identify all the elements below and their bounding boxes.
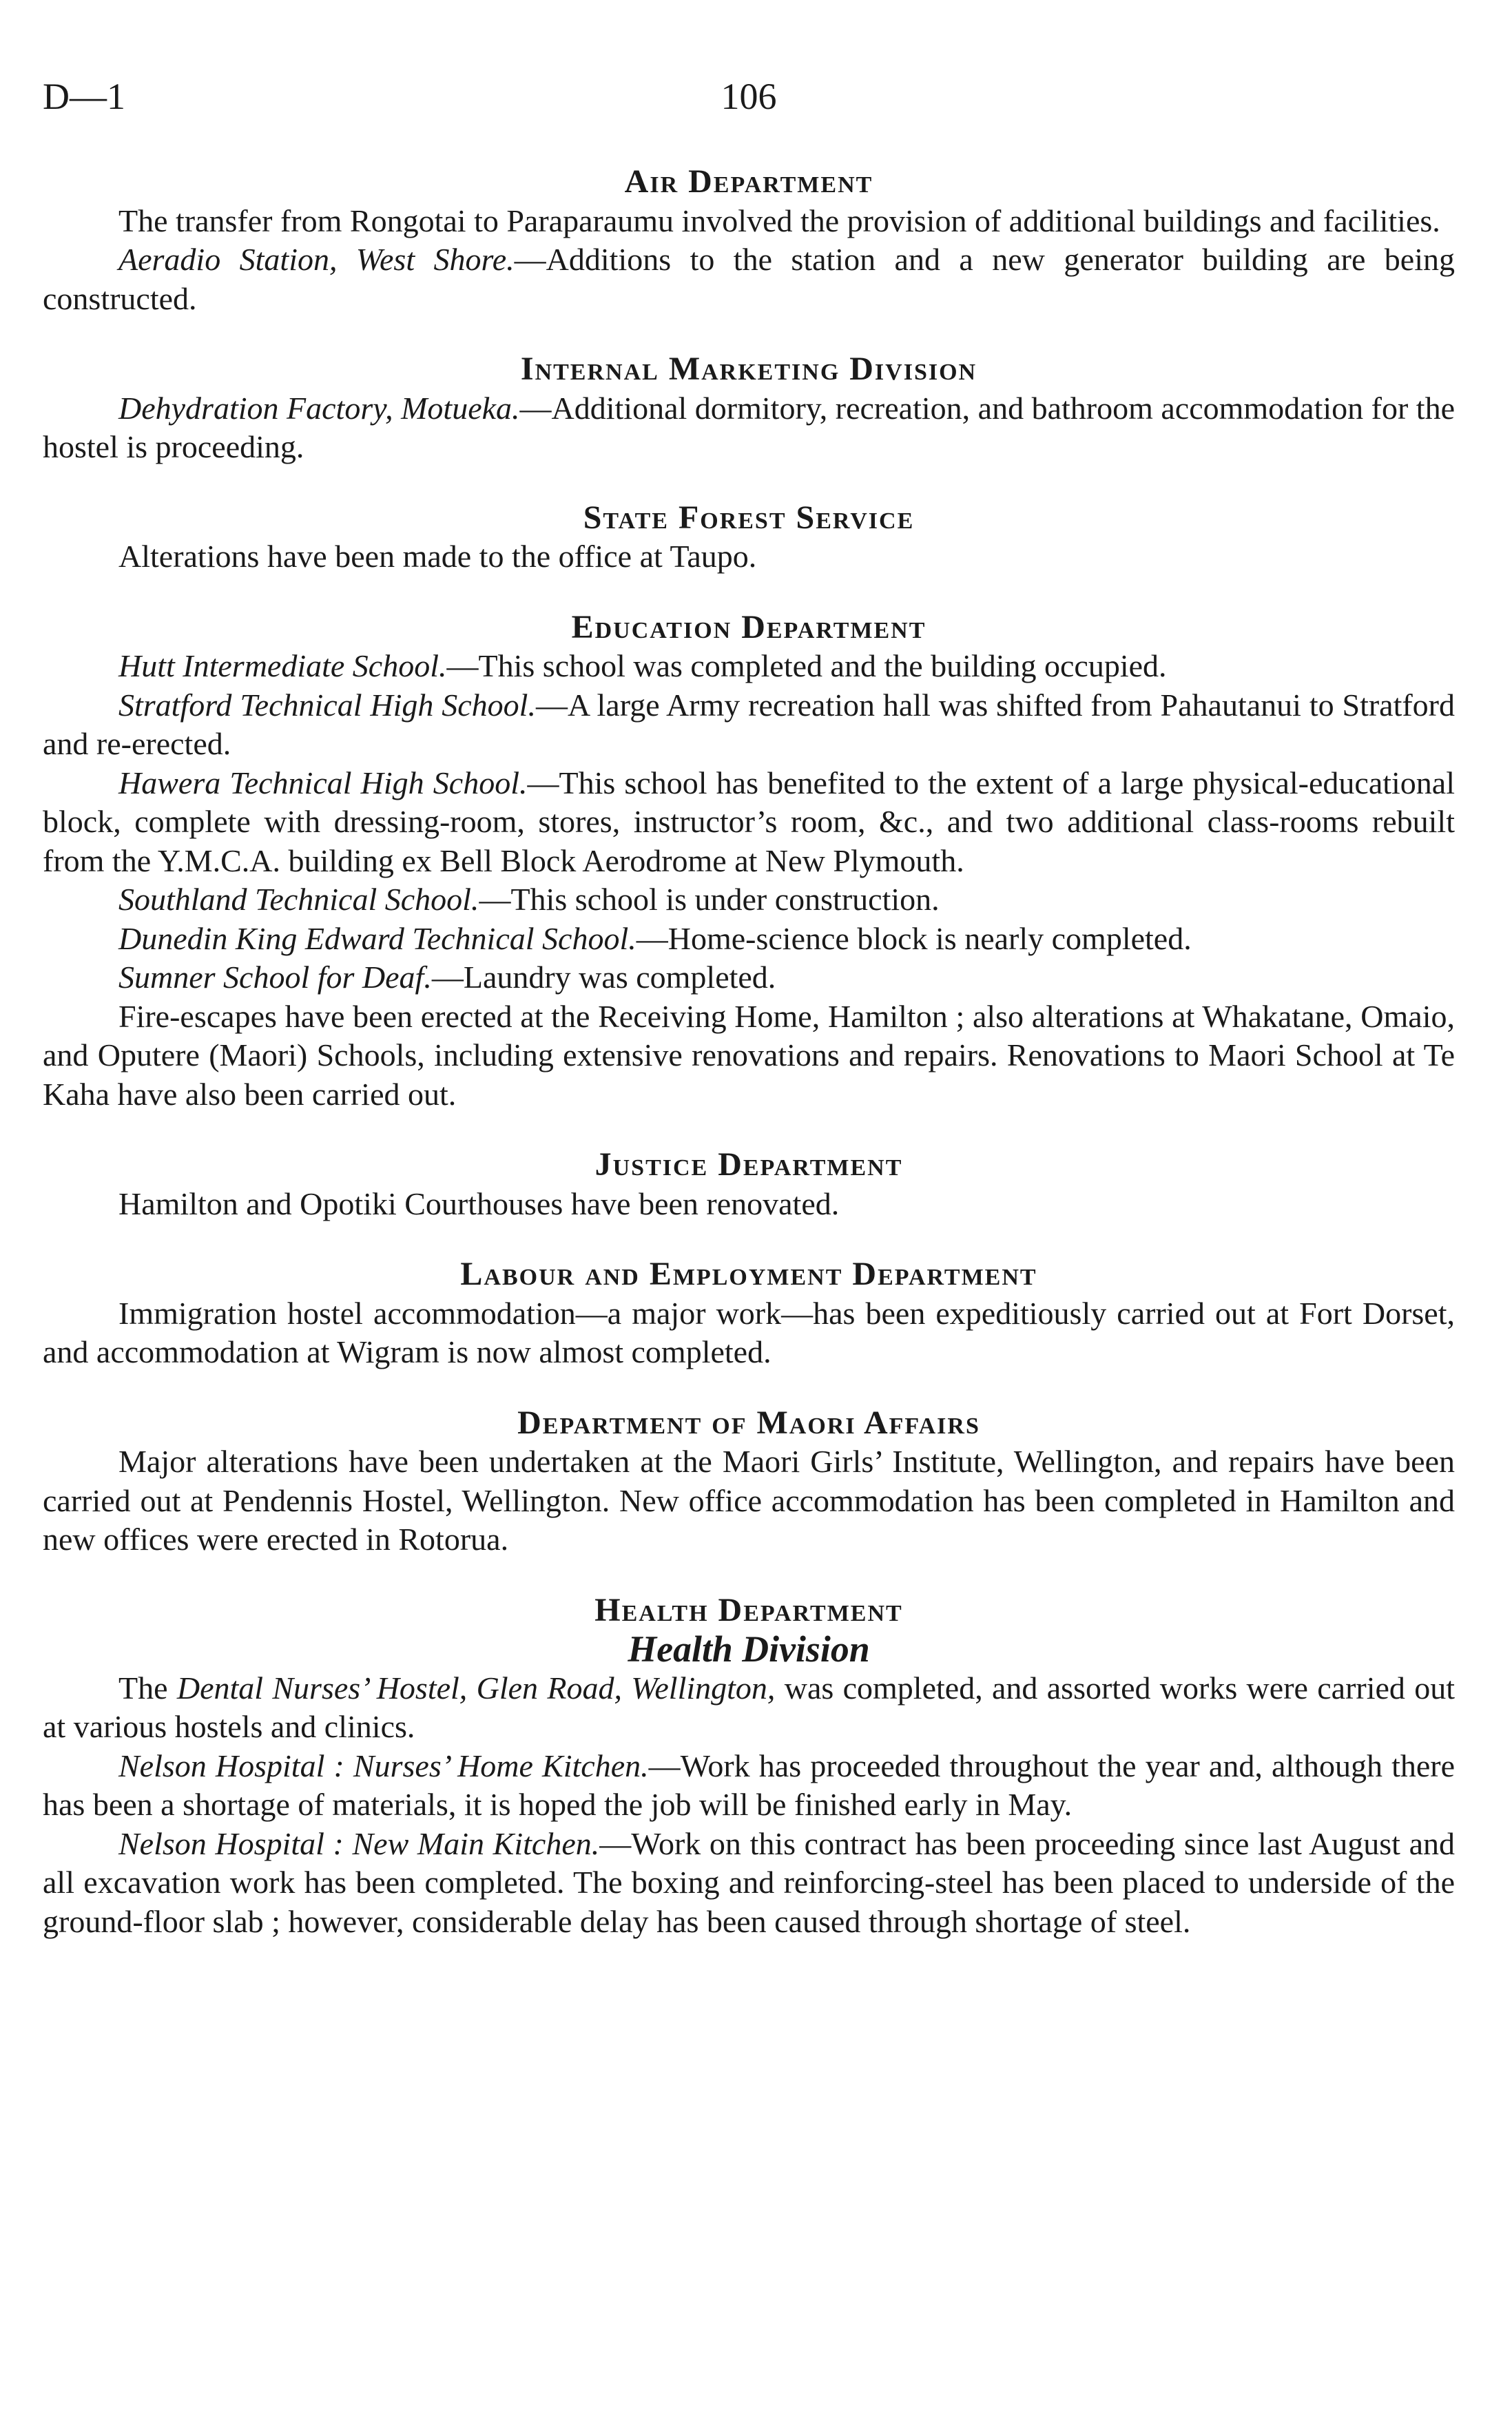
page-number: 106 [721, 76, 777, 117]
paragraph-lead: Hawera Technical High School. [118, 765, 528, 800]
paragraph-text: —This school was completed and the building occupied. [446, 648, 1167, 683]
section-heading: Department of Maori Affairs [517, 1404, 980, 1441]
section-health-department [43, 1591, 1455, 1942]
paragraph [43, 1294, 1455, 1372]
section-education-department [43, 608, 1455, 1115]
paragraph-text: —Additions to the station and a new generator building are being constructed. [43, 242, 1455, 316]
paragraph [43, 240, 1455, 318]
paragraph-lead: Aeradio Station, West Shore. [118, 242, 515, 277]
paragraph-text: Hamilton and Opotiki Courthouses have been renovated. [118, 1185, 840, 1221]
paragraph-text: —A large Army recreation hall was shifted from Pahautanui to Stratford and re-erected. [43, 687, 1456, 761]
paragraph-pre: The [118, 1670, 177, 1706]
section-air-department [43, 163, 1455, 318]
paragraph-lead: Dunedin King Edward Technical School. [118, 920, 636, 956]
paragraph [43, 686, 1455, 764]
paragraph-text: —Laundry was completed. [431, 960, 776, 995]
paragraph-text: Fire-escapes have been erected at the Receiving Home, Hamilton ; also alterations at Whakatane, Omaio, and Oputere (Maori) Schools, including extensive renovations and repairs. Renovations to Maori School at Te Kaha have also been carried out. [43, 998, 1455, 1112]
section-heading: Internal Marketing Division [520, 351, 977, 387]
paragraph-lead: Dehydration Factory, Motueka. [118, 390, 520, 426]
document-reference: D—1 [43, 76, 125, 117]
paragraph [43, 1442, 1455, 1560]
paragraph-lead: Hutt Intermediate School. [118, 648, 447, 683]
paragraph-lead: Stratford Technical High School. [118, 687, 536, 723]
section-maori-affairs [43, 1404, 1455, 1560]
section-state-forest-service [43, 499, 1455, 577]
section-heading: State Forest Service [583, 499, 915, 536]
paragraph-text: —This school is under construction. [479, 882, 940, 917]
paragraph [43, 1669, 1455, 1747]
paragraph-lead: Sumner School for Deaf. [118, 960, 432, 995]
paragraph-lead: Nelson Hospital : New Main Kitchen. [118, 1825, 600, 1861]
paragraph-text: —Work on this contract has been proceeding since last August and all excavation work has been completed. The boxing and reinforcing-steel has been placed to underside of the ground-floor slab ; however, considerable delay has been caused through shortage of steel. [43, 1825, 1455, 1939]
paragraph-text: —This school has benefited to the extent of a large physical-educational block, complete with dressing-room, stores, instructor’s room, &c., and two additional class-rooms rebuilt from the Y.M.C.A. building ex Bell Block Aerodrome at New Plymouth. [43, 765, 1455, 878]
paragraph [43, 920, 1455, 959]
section-subheading: Health Division [628, 1628, 870, 1670]
paragraph [43, 958, 1455, 997]
paragraph-text: The transfer from Rongotai to Paraparaumu involved the provision of additional buildings and facilities. [118, 203, 1440, 238]
section-heading: Justice Department [594, 1146, 903, 1183]
paragraph [43, 389, 1455, 467]
paragraph-lead: Nelson Hospital : Nurses’ Home Kitchen. [118, 1748, 649, 1783]
paragraph [43, 1747, 1455, 1825]
section-heading: Air Department [624, 163, 873, 200]
paragraph [43, 202, 1455, 241]
paragraph-text: Alterations have been made to the office at Taupo. [118, 539, 757, 574]
section-justice-department [43, 1146, 1455, 1223]
paragraph [43, 997, 1455, 1115]
document-page [43, 69, 1455, 1941]
paragraph-text: Immigration hostel accommodation—a major work—has been expeditiously carried out at Fort Dorset, and accommodation at Wigram is now almost completed. [43, 1295, 1455, 1369]
paragraph-text: —Work has proceeded throughout the year and, although there has been a shortage of materials, it is hoped the job will be finished early in May. [43, 1748, 1455, 1822]
paragraph [43, 1185, 1455, 1224]
paragraph-text: —Additional dormitory, recreation, and bathroom accommodation for the hostel is proceeding. [43, 390, 1455, 464]
paragraph [43, 647, 1455, 686]
paragraph-text: Major alterations have been undertaken at the Maori Girls’ Institute, Wellington, and repairs have been carried out at Pendennis Hostel, Wellington. New office accommodation has been completed in Hamilton and new offices were erected in Rotorua. [43, 1444, 1455, 1557]
section-heading: Health Department [594, 1591, 903, 1628]
paragraph-lead: Dental Nurses’ Hostel, Glen Road, Wellington, [176, 1670, 776, 1706]
section-heading: Education Department [571, 608, 926, 645]
page-header [43, 69, 1455, 124]
paragraph [43, 880, 1455, 920]
section-heading: Labour and Employment Department [460, 1256, 1037, 1292]
section-internal-marketing-division [43, 350, 1455, 467]
paragraph-lead: Southland Technical School. [118, 882, 479, 917]
paragraph-text: —Home-science block is nearly completed. [636, 920, 1192, 956]
paragraph-text: was completed, and assorted works were carried out at various hostels and clinics. [43, 1670, 1456, 1744]
paragraph [43, 764, 1455, 881]
paragraph [43, 537, 1455, 577]
paragraph [43, 1825, 1455, 1942]
section-labour-employment-department [43, 1255, 1455, 1372]
